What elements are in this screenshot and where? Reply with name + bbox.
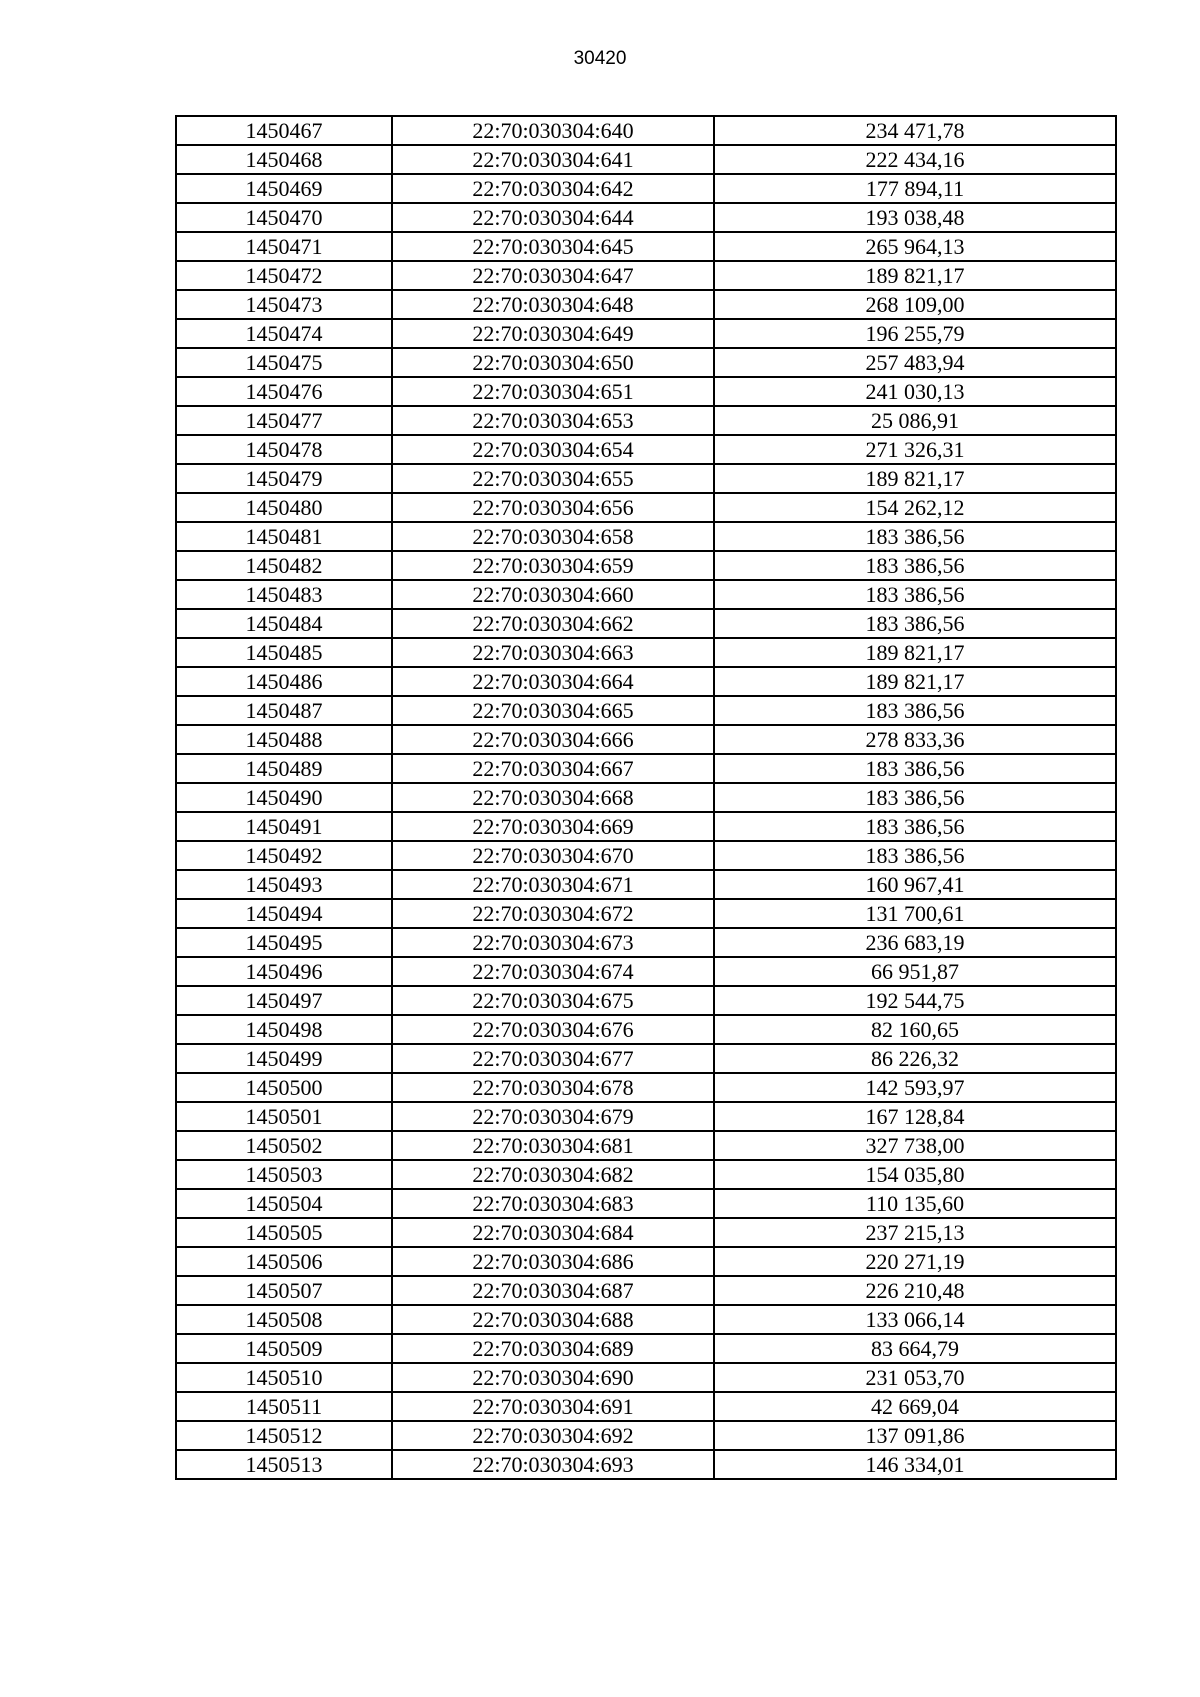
cell-cadastral-number: 22:70:030304:658: [392, 522, 714, 551]
cell-value: 189 821,17: [714, 638, 1116, 667]
cell-id: 1450512: [176, 1421, 392, 1450]
cell-id: 1450507: [176, 1276, 392, 1305]
cell-value: 167 128,84: [714, 1102, 1116, 1131]
cell-cadastral-number: 22:70:030304:663: [392, 638, 714, 667]
cell-value: 222 434,16: [714, 145, 1116, 174]
table-row: [176, 522, 1116, 551]
cell-value: 183 386,56: [714, 841, 1116, 870]
cell-value: 133 066,14: [714, 1305, 1116, 1334]
cell-value: 25 086,91: [714, 406, 1116, 435]
cell-id: 1450479: [176, 464, 392, 493]
table-row: [176, 1305, 1116, 1334]
cell-cadastral-number: 22:70:030304:655: [392, 464, 714, 493]
cell-id: 1450504: [176, 1189, 392, 1218]
cell-id: 1450471: [176, 232, 392, 261]
table-row: [176, 1421, 1116, 1450]
table-row: [176, 1276, 1116, 1305]
table-row: [176, 116, 1116, 145]
cell-id: 1450478: [176, 435, 392, 464]
cell-cadastral-number: 22:70:030304:675: [392, 986, 714, 1015]
table-row: [176, 580, 1116, 609]
cell-id: 1450473: [176, 290, 392, 319]
cell-cadastral-number: 22:70:030304:649: [392, 319, 714, 348]
cell-id: 1450506: [176, 1247, 392, 1276]
cell-value: 189 821,17: [714, 667, 1116, 696]
cell-value: 86 226,32: [714, 1044, 1116, 1073]
table-row: [176, 754, 1116, 783]
cell-value: 131 700,61: [714, 899, 1116, 928]
cell-value: 146 334,01: [714, 1450, 1116, 1479]
cell-value: 234 471,78: [714, 116, 1116, 145]
cell-cadastral-number: 22:70:030304:682: [392, 1160, 714, 1189]
cell-value: 189 821,17: [714, 261, 1116, 290]
table-row: [176, 1131, 1116, 1160]
cell-cadastral-number: 22:70:030304:653: [392, 406, 714, 435]
table-row: [176, 841, 1116, 870]
cell-value: 137 091,86: [714, 1421, 1116, 1450]
cell-value: 226 210,48: [714, 1276, 1116, 1305]
cell-id: 1450511: [176, 1392, 392, 1421]
table-row: [176, 609, 1116, 638]
data-table: [175, 115, 1117, 1480]
cell-cadastral-number: 22:70:030304:656: [392, 493, 714, 522]
table-row: [176, 348, 1116, 377]
cell-id: 1450468: [176, 145, 392, 174]
cell-id: 1450469: [176, 174, 392, 203]
cell-id: 1450496: [176, 957, 392, 986]
table-row: [176, 957, 1116, 986]
cell-id: 1450499: [176, 1044, 392, 1073]
cell-cadastral-number: 22:70:030304:674: [392, 957, 714, 986]
cell-value: 220 271,19: [714, 1247, 1116, 1276]
table-row: [176, 493, 1116, 522]
cell-cadastral-number: 22:70:030304:689: [392, 1334, 714, 1363]
cell-value: 237 215,13: [714, 1218, 1116, 1247]
cell-cadastral-number: 22:70:030304:693: [392, 1450, 714, 1479]
cell-cadastral-number: 22:70:030304:672: [392, 899, 714, 928]
table-row: [176, 638, 1116, 667]
cell-cadastral-number: 22:70:030304:684: [392, 1218, 714, 1247]
cell-value: 177 894,11: [714, 174, 1116, 203]
cell-value: 183 386,56: [714, 696, 1116, 725]
table-row: [176, 203, 1116, 232]
table-row: [176, 1450, 1116, 1479]
table-row: [176, 377, 1116, 406]
cell-cadastral-number: 22:70:030304:662: [392, 609, 714, 638]
cell-cadastral-number: 22:70:030304:690: [392, 1363, 714, 1392]
cell-value: 183 386,56: [714, 754, 1116, 783]
cell-id: 1450486: [176, 667, 392, 696]
cell-cadastral-number: 22:70:030304:670: [392, 841, 714, 870]
table-row: [176, 551, 1116, 580]
cell-id: 1450509: [176, 1334, 392, 1363]
cell-value: 183 386,56: [714, 609, 1116, 638]
cell-value: 196 255,79: [714, 319, 1116, 348]
table-row: [176, 1189, 1116, 1218]
cell-value: 231 053,70: [714, 1363, 1116, 1392]
cell-value: 183 386,56: [714, 783, 1116, 812]
cell-cadastral-number: 22:70:030304:644: [392, 203, 714, 232]
cell-cadastral-number: 22:70:030304:678: [392, 1073, 714, 1102]
cell-cadastral-number: 22:70:030304:686: [392, 1247, 714, 1276]
cell-value: 183 386,56: [714, 551, 1116, 580]
cell-cadastral-number: 22:70:030304:654: [392, 435, 714, 464]
cell-id: 1450492: [176, 841, 392, 870]
table-row: [176, 928, 1116, 957]
table-row: [176, 1044, 1116, 1073]
cell-value: 265 964,13: [714, 232, 1116, 261]
cell-value: 189 821,17: [714, 464, 1116, 493]
table-row: [176, 1334, 1116, 1363]
cell-id: 1450501: [176, 1102, 392, 1131]
cell-value: 83 664,79: [714, 1334, 1116, 1363]
cell-value: 183 386,56: [714, 812, 1116, 841]
cell-id: 1450475: [176, 348, 392, 377]
cell-cadastral-number: 22:70:030304:651: [392, 377, 714, 406]
cell-cadastral-number: 22:70:030304:671: [392, 870, 714, 899]
cell-value: 183 386,56: [714, 522, 1116, 551]
cell-value: 327 738,00: [714, 1131, 1116, 1160]
cell-cadastral-number: 22:70:030304:640: [392, 116, 714, 145]
cell-id: 1450498: [176, 1015, 392, 1044]
cell-cadastral-number: 22:70:030304:679: [392, 1102, 714, 1131]
cell-value: 42 669,04: [714, 1392, 1116, 1421]
cell-value: 271 326,31: [714, 435, 1116, 464]
table-row: [176, 667, 1116, 696]
cell-cadastral-number: 22:70:030304:669: [392, 812, 714, 841]
cell-id: 1450503: [176, 1160, 392, 1189]
cell-cadastral-number: 22:70:030304:688: [392, 1305, 714, 1334]
cell-id: 1450467: [176, 116, 392, 145]
cell-cadastral-number: 22:70:030304:666: [392, 725, 714, 754]
table-row: [176, 406, 1116, 435]
cell-value: 154 262,12: [714, 493, 1116, 522]
cell-cadastral-number: 22:70:030304:692: [392, 1421, 714, 1450]
cell-value: 241 030,13: [714, 377, 1116, 406]
table-row: [176, 783, 1116, 812]
cell-id: 1450502: [176, 1131, 392, 1160]
table-row: [176, 870, 1116, 899]
cell-cadastral-number: 22:70:030304:683: [392, 1189, 714, 1218]
cell-cadastral-number: 22:70:030304:691: [392, 1392, 714, 1421]
cell-cadastral-number: 22:70:030304:648: [392, 290, 714, 319]
cell-value: 257 483,94: [714, 348, 1116, 377]
cell-value: 193 038,48: [714, 203, 1116, 232]
cell-id: 1450483: [176, 580, 392, 609]
cell-id: 1450477: [176, 406, 392, 435]
table-row: [176, 812, 1116, 841]
cell-id: 1450495: [176, 928, 392, 957]
cell-value: 154 035,80: [714, 1160, 1116, 1189]
cell-value: 110 135,60: [714, 1189, 1116, 1218]
cell-cadastral-number: 22:70:030304:687: [392, 1276, 714, 1305]
table-row: [176, 1363, 1116, 1392]
cell-id: 1450497: [176, 986, 392, 1015]
cell-value: 236 683,19: [714, 928, 1116, 957]
cell-value: 160 967,41: [714, 870, 1116, 899]
cell-cadastral-number: 22:70:030304:660: [392, 580, 714, 609]
cell-id: 1450470: [176, 203, 392, 232]
table-row: [176, 435, 1116, 464]
cell-value: 183 386,56: [714, 580, 1116, 609]
table-row: [176, 261, 1116, 290]
cell-cadastral-number: 22:70:030304:664: [392, 667, 714, 696]
table-row: [176, 1015, 1116, 1044]
cell-id: 1450472: [176, 261, 392, 290]
cell-id: 1450505: [176, 1218, 392, 1247]
cell-cadastral-number: 22:70:030304:665: [392, 696, 714, 725]
table-row: [176, 232, 1116, 261]
cell-id: 1450482: [176, 551, 392, 580]
table-row: [176, 290, 1116, 319]
cell-id: 1450481: [176, 522, 392, 551]
table-row: [176, 725, 1116, 754]
table-row: [176, 1218, 1116, 1247]
page-number: 30420: [573, 48, 627, 69]
table-row: [176, 986, 1116, 1015]
table-row: [176, 1392, 1116, 1421]
cell-id: 1450488: [176, 725, 392, 754]
table-row: [176, 1073, 1116, 1102]
cell-id: 1450490: [176, 783, 392, 812]
table-body: [176, 116, 1116, 1479]
table-row: [176, 899, 1116, 928]
cell-cadastral-number: 22:70:030304:667: [392, 754, 714, 783]
cell-cadastral-number: 22:70:030304:677: [392, 1044, 714, 1073]
cell-cadastral-number: 22:70:030304:659: [392, 551, 714, 580]
cell-id: 1450476: [176, 377, 392, 406]
cell-id: 1450510: [176, 1363, 392, 1392]
cell-id: 1450508: [176, 1305, 392, 1334]
table-row: [176, 174, 1116, 203]
cell-id: 1450513: [176, 1450, 392, 1479]
cell-value: 66 951,87: [714, 957, 1116, 986]
cell-cadastral-number: 22:70:030304:681: [392, 1131, 714, 1160]
cell-cadastral-number: 22:70:030304:650: [392, 348, 714, 377]
cell-id: 1450484: [176, 609, 392, 638]
cell-cadastral-number: 22:70:030304:645: [392, 232, 714, 261]
table-row: [176, 696, 1116, 725]
cell-cadastral-number: 22:70:030304:647: [392, 261, 714, 290]
cell-cadastral-number: 22:70:030304:642: [392, 174, 714, 203]
cell-value: 278 833,36: [714, 725, 1116, 754]
cell-cadastral-number: 22:70:030304:676: [392, 1015, 714, 1044]
cell-id: 1450491: [176, 812, 392, 841]
cell-id: 1450480: [176, 493, 392, 522]
table-row: [176, 145, 1116, 174]
table-row: [176, 1160, 1116, 1189]
cell-id: 1450474: [176, 319, 392, 348]
cell-value: 268 109,00: [714, 290, 1116, 319]
cell-cadastral-number: 22:70:030304:673: [392, 928, 714, 957]
cell-id: 1450494: [176, 899, 392, 928]
cell-value: 142 593,97: [714, 1073, 1116, 1102]
table-row: [176, 464, 1116, 493]
cell-id: 1450493: [176, 870, 392, 899]
cell-value: 82 160,65: [714, 1015, 1116, 1044]
table-row: [176, 1247, 1116, 1276]
table-row: [176, 1102, 1116, 1131]
cell-id: 1450489: [176, 754, 392, 783]
cell-cadastral-number: 22:70:030304:641: [392, 145, 714, 174]
cell-id: 1450487: [176, 696, 392, 725]
table-row: [176, 319, 1116, 348]
cell-value: 192 544,75: [714, 986, 1116, 1015]
cell-id: 1450500: [176, 1073, 392, 1102]
cell-cadastral-number: 22:70:030304:668: [392, 783, 714, 812]
cell-id: 1450485: [176, 638, 392, 667]
